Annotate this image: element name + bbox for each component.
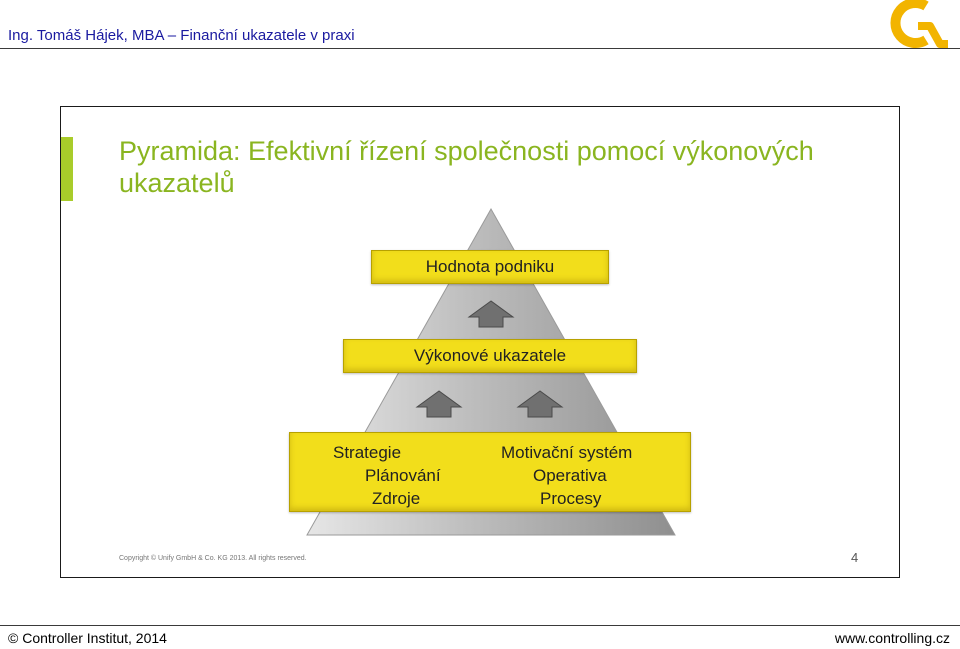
slide-page-number: 4 <box>851 550 859 565</box>
bottom-left-line: Plánování <box>365 466 441 485</box>
bottom-left-line: Zdroje <box>372 489 421 508</box>
slide <box>60 106 900 578</box>
header-text: Ing. Tomáš Hájek, MBA – Finanční ukazatele v praxi <box>8 27 355 44</box>
controller-institut-logo <box>886 0 952 50</box>
header-divider <box>0 48 960 49</box>
footer-website: www.controlling.cz <box>834 630 950 646</box>
bottom-left-line: Strategie <box>333 443 402 462</box>
value-box: Hodnota podniku <box>371 250 609 284</box>
bottom-right-line: Motivační systém <box>501 443 633 462</box>
slide-title: Pyramida: Efektivní řízení společnosti pomocí výkonových ukazatelů <box>119 136 814 198</box>
bottom-right-line: Procesy <box>540 489 602 508</box>
bottom-right-line: Operativa <box>533 466 607 485</box>
foundation-box <box>289 432 691 512</box>
footer-divider <box>0 625 960 626</box>
copyright-note: Copyright © Unify GmbH & Co. KG 2013. All rights reserved. <box>119 555 307 562</box>
indicators-box: Výkonové ukazatele <box>343 339 637 373</box>
footer-copyright: © Controller Institut, 2014 <box>8 630 167 646</box>
